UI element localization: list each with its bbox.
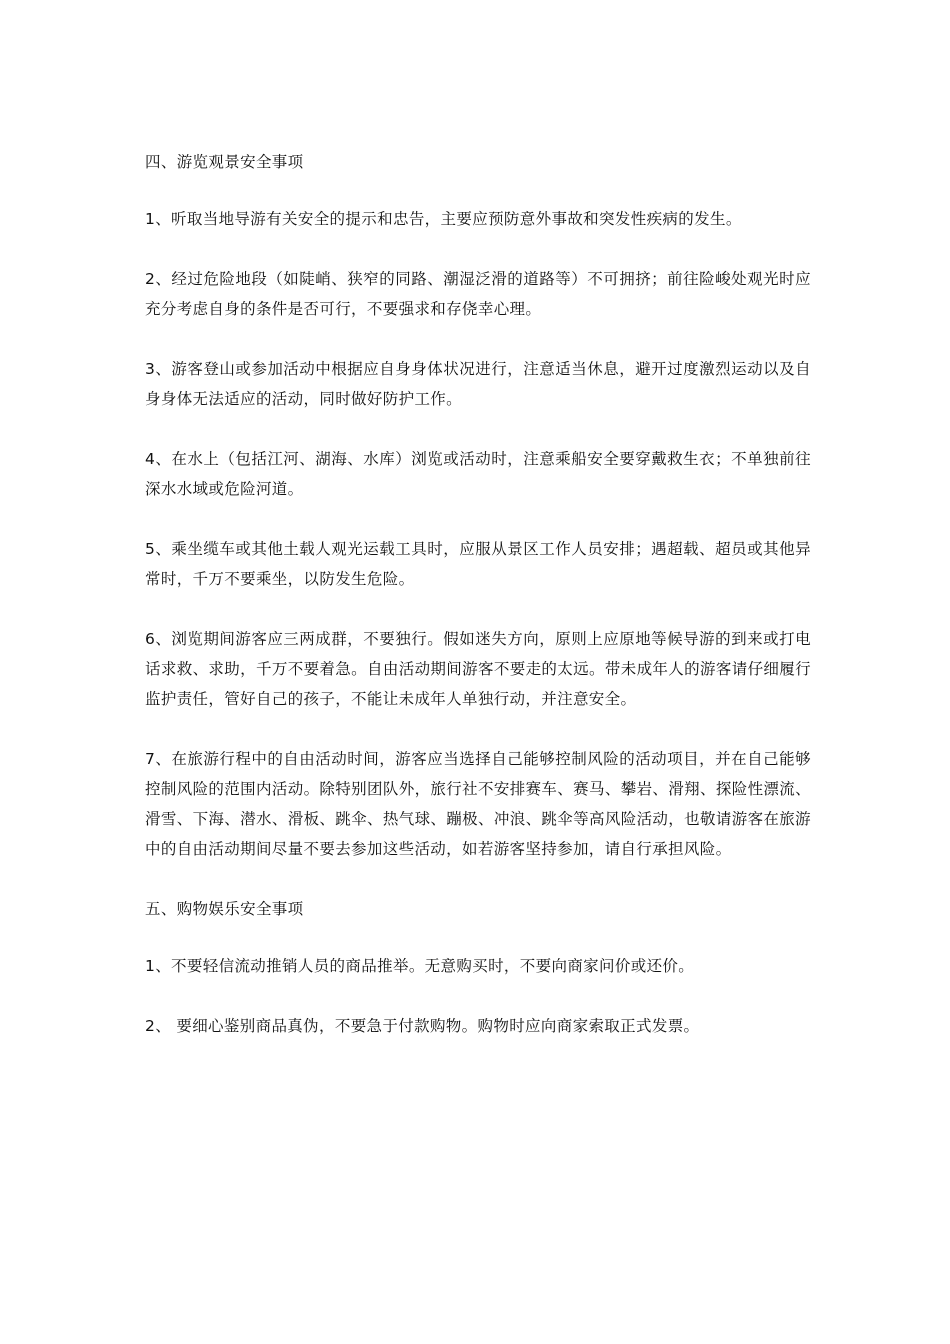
paragraph: 4、在水上（包括江河、湖海、水库）浏览或活动时，注意乘船安全要穿戴救生衣；不单独前往深水水域或危险河道。 [145, 450, 811, 498]
document-page [145, 147, 811, 1041]
paragraph: 5、乘坐缆车或其他土载人观光运载工具时，应服从景区工作人员安排；遇超载、超员或其他异常时，千万不要乘坐，以防发生危险。 [145, 540, 811, 588]
paragraph: 7、在旅游行程中的自由活动时间，游客应当选择自己能够控制风险的活动项目，并在自己能够控制风险的范围内活动。除特别团队外，旅行社不安排赛车、赛马、攀岩、滑翔、探险性漂流、滑雪、下海、潜水、滑板、跳伞、热气球、蹦极、冲浪、跳伞等高风险活动，也敬请游客在旅游中的自由活动期间尽量不要去参加这些活动，如若游客坚持参加，请自行承担风险。 [145, 750, 811, 858]
paragraph: 2、经过危险地段（如陡峭、狭窄的同路、潮湿泛滑的道路等）不可拥挤；前往险峻处观光时应充分考虑自身的条件是否可行，不要强求和存侥幸心理。 [145, 270, 811, 318]
paragraph: 6、浏览期间游客应三两成群，不要独行。假如迷失方向，原则上应原地等候导游的到来或打电话求救、求助，千万不要着急。自由活动期间游客不要走的太远。带未成年人的游客请仔细履行监护责任，管好自己的孩子，不能让未成年人单独行动，并注意安全。 [145, 630, 811, 708]
paragraph: 2、 要细心鉴别商品真伪，不要急于付款购物。购物时应向商家索取正式发票。 [145, 1017, 700, 1035]
paragraph: 1、不要轻信流动推销人员的商品推举。无意购买时，不要向商家问价或还价。 [145, 957, 695, 975]
paragraph: 1、听取当地导游有关安全的提示和忠告，主要应预防意外事故和突发性疾病的发生。 [145, 210, 742, 228]
section-heading-shopping: 五、购物娱乐安全事项 [145, 900, 304, 918]
paragraph: 3、游客登山或参加活动中根据应自身身体状况进行，注意适当休息，避开过度激烈运动以及自身身体无法适应的活动，同时做好防护工作。 [145, 360, 811, 408]
section-heading-sightseeing: 四、游览观景安全事项 [145, 153, 304, 171]
